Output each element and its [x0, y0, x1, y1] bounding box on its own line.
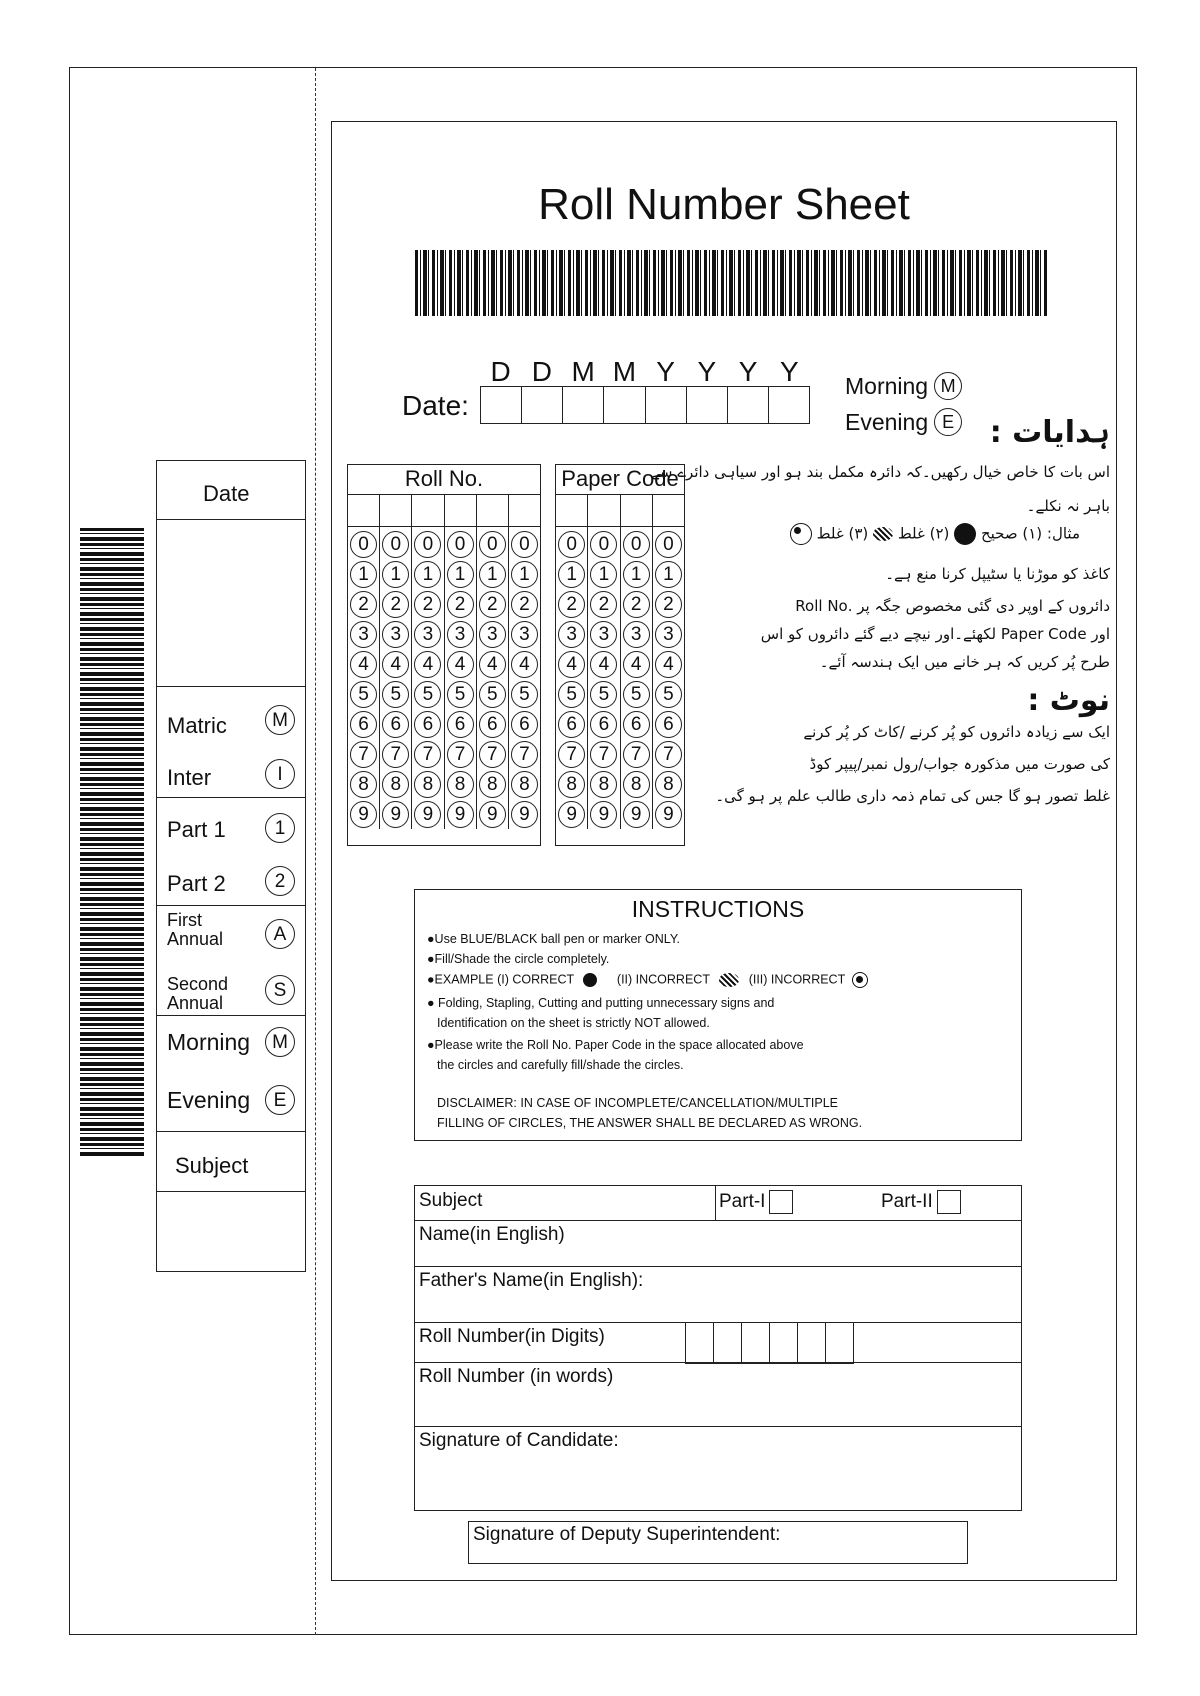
- instruction-line: ●EXAMPLE (I) CORRECT: [427, 972, 574, 987]
- urdu-line: کاغذ کو موڑنا یا سٹیپل کرنا منع ہے۔: [885, 565, 1110, 583]
- form-divider: [415, 1266, 1021, 1267]
- urdu-line: طرح پُر کریں کہ ہر خانے میں ایک ہندسہ آئے۔: [819, 653, 1110, 671]
- stub-second-annual-circle[interactable]: S: [265, 975, 295, 1005]
- father-name-field[interactable]: Father's Name(in English):: [419, 1270, 644, 1291]
- digit-bubble[interactable]: 8: [350, 771, 377, 798]
- name-field[interactable]: Name(in English): [419, 1224, 565, 1245]
- digit-bubble[interactable]: 6: [623, 711, 650, 738]
- date-format-char: Y: [656, 356, 675, 387]
- roll-grid-header: Roll No.: [348, 465, 540, 495]
- part1-label: Part-I: [719, 1191, 766, 1213]
- digit-bubble[interactable]: 0: [382, 531, 409, 558]
- stub-second-annual-label: Second Annual: [167, 974, 229, 1013]
- digit-bubble[interactable]: 4: [350, 651, 377, 678]
- digit-bubble[interactable]: 4: [447, 651, 474, 678]
- digit-bubble[interactable]: 7: [479, 741, 506, 768]
- candidate-form: [414, 1185, 1022, 1511]
- digit-bubble[interactable]: 5: [558, 681, 585, 708]
- partial-fill-icon: [790, 523, 812, 545]
- perforation-line: [315, 68, 316, 1635]
- digit-bubble[interactable]: 3: [479, 621, 506, 648]
- urdu-line: باہر نہ نکلے۔: [1026, 497, 1110, 515]
- digit-bubble[interactable]: 3: [447, 621, 474, 648]
- urdu-heading: ہدایات :: [989, 415, 1110, 450]
- digit-bubble[interactable]: 9: [623, 801, 650, 828]
- digit-bubble[interactable]: 1: [447, 561, 474, 588]
- digit-bubble[interactable]: 1: [623, 561, 650, 588]
- page-title: Roll Number Sheet: [538, 180, 910, 229]
- digit-bubble[interactable]: 7: [414, 741, 441, 768]
- digit-bubble[interactable]: 8: [447, 771, 474, 798]
- form-divider: [415, 1426, 1021, 1427]
- digit-bubble[interactable]: 4: [511, 651, 538, 678]
- stub-part2-circle[interactable]: 2: [265, 866, 295, 896]
- digit-bubble[interactable]: 0: [447, 531, 474, 558]
- digit-bubble[interactable]: 1: [479, 561, 506, 588]
- stub-panel: [156, 460, 306, 1272]
- stub-evening-label: Evening: [167, 1087, 251, 1113]
- scribble-fill-icon: [719, 973, 739, 987]
- digit-bubble[interactable]: 9: [558, 801, 585, 828]
- digit-bubble[interactable]: 9: [350, 801, 377, 828]
- stub-inter-circle[interactable]: I: [265, 759, 295, 789]
- stub-date-label: Date: [203, 481, 250, 506]
- stub-divider: [157, 797, 305, 798]
- digit-bubble[interactable]: 7: [350, 741, 377, 768]
- digit-bubble[interactable]: 2: [414, 591, 441, 618]
- instruction-line: Identification on the sheet is strictly NOT allowed.: [437, 1016, 710, 1030]
- digit-bubble[interactable]: 0: [511, 531, 538, 558]
- digit-bubble[interactable]: 4: [414, 651, 441, 678]
- date-format-char: D: [490, 356, 511, 387]
- instruction-line: ● Folding, Stapling, Cutting and putting unnecessary signs and: [427, 996, 775, 1010]
- roll-digit-boxes[interactable]: [685, 1322, 854, 1364]
- digit-bubble[interactable]: 0: [655, 531, 682, 558]
- date-format-char: Y: [738, 356, 758, 387]
- bubble-column: [477, 527, 509, 829]
- date-format-char: M: [612, 356, 637, 387]
- stub-divider: [157, 519, 305, 520]
- digit-bubble[interactable]: 0: [558, 531, 585, 558]
- digit-bubble[interactable]: 3: [558, 621, 585, 648]
- stub-divider: [157, 1131, 305, 1132]
- instruction-line: ●Use BLUE/BLACK ball pen or marker ONLY.: [427, 932, 681, 946]
- correct-fill-icon: [954, 523, 976, 545]
- digit-bubble[interactable]: 8: [558, 771, 585, 798]
- bubble-column: [348, 527, 380, 829]
- digit-bubble[interactable]: 8: [623, 771, 650, 798]
- deputy-signature-label: Signature of Deputy Superintendent:: [473, 1524, 781, 1545]
- roll-bubble-columns: [348, 527, 540, 829]
- candidate-signature-field[interactable]: Signature of Candidate:: [419, 1430, 619, 1451]
- stub-divider: [157, 905, 305, 906]
- roll-digits-label: Roll Number(in Digits): [419, 1326, 605, 1347]
- evening-circle[interactable]: E: [934, 408, 962, 436]
- digit-bubble[interactable]: 6: [382, 711, 409, 738]
- digit-bubble[interactable]: 3: [350, 621, 377, 648]
- urdu-note-heading: نوٹ :: [1027, 683, 1110, 718]
- digit-bubble[interactable]: 9: [382, 801, 409, 828]
- digit-bubble[interactable]: 6: [447, 711, 474, 738]
- stub-morning-label: Morning: [167, 1029, 251, 1055]
- digit-bubble[interactable]: 8: [655, 771, 682, 798]
- digit-bubble[interactable]: 7: [447, 741, 474, 768]
- digit-bubble[interactable]: 8: [511, 771, 538, 798]
- date-format-char: Y: [697, 356, 717, 387]
- digit-bubble[interactable]: 9: [414, 801, 441, 828]
- instruction-line: ●Fill/Shade the circle completely.: [427, 952, 610, 966]
- instruction-line: the circles and carefully fill/shade the circles.: [437, 1058, 684, 1072]
- urdu-example: مثال: (۱) صحیح: [980, 524, 1080, 543]
- correct-fill-icon: [583, 973, 597, 987]
- digit-bubble[interactable]: 5: [382, 681, 409, 708]
- bubble-column: [380, 527, 412, 829]
- stub-evening-circle[interactable]: E: [265, 1085, 295, 1115]
- urdu-wrong2: (۲) غلط: [897, 524, 950, 543]
- part2-label: Part-II: [881, 1191, 933, 1213]
- form-divider: [415, 1220, 1021, 1221]
- urdu-instructions: [651, 415, 1116, 885]
- digit-bubble[interactable]: 3: [590, 621, 617, 648]
- instructions-title: INSTRUCTIONS: [631, 896, 805, 922]
- digit-bubble[interactable]: 1: [655, 561, 682, 588]
- evening-label: Evening: [845, 408, 929, 435]
- digit-bubble[interactable]: 6: [479, 711, 506, 738]
- digit-bubble[interactable]: 8: [479, 771, 506, 798]
- digit-bubble[interactable]: 2: [447, 591, 474, 618]
- urdu-wrong3: (۳) غلط: [816, 524, 869, 543]
- digit-bubble[interactable]: 2: [558, 591, 585, 618]
- date-format-char: Y: [780, 356, 799, 387]
- digit-bubble[interactable]: 6: [511, 711, 538, 738]
- digit-bubble[interactable]: 7: [623, 741, 650, 768]
- disclaimer-line: FILLING OF CIRCLES, THE ANSWER SHALL BE DECLARED AS WRONG.: [437, 1116, 863, 1130]
- barcode: [415, 250, 1048, 316]
- digit-bubble[interactable]: 0: [350, 531, 377, 558]
- part1-checkbox[interactable]: [769, 1190, 793, 1214]
- digit-bubble[interactable]: 7: [511, 741, 538, 768]
- digit-bubble[interactable]: 6: [350, 711, 377, 738]
- bubble-column: [445, 527, 477, 829]
- digit-bubble[interactable]: 6: [655, 711, 682, 738]
- digit-bubble[interactable]: 9: [511, 801, 538, 828]
- digit-bubble[interactable]: 0: [590, 531, 617, 558]
- digit-bubble[interactable]: 5: [479, 681, 506, 708]
- digit-bubble[interactable]: 7: [382, 741, 409, 768]
- digit-bubble[interactable]: 1: [382, 561, 409, 588]
- stub-morning-circle[interactable]: M: [265, 1027, 295, 1057]
- digit-bubble[interactable]: 2: [623, 591, 650, 618]
- part2-checkbox[interactable]: [937, 1190, 961, 1214]
- stub-matric-circle[interactable]: M: [265, 705, 295, 735]
- digit-bubble[interactable]: 5: [623, 681, 650, 708]
- stub-first-annual-circle[interactable]: A: [265, 919, 295, 949]
- digit-bubble[interactable]: 2: [479, 591, 506, 618]
- paper-code-grid: [555, 464, 685, 846]
- digit-bubble[interactable]: 5: [350, 681, 377, 708]
- digit-bubble[interactable]: 0: [623, 531, 650, 558]
- digit-bubble[interactable]: 3: [623, 621, 650, 648]
- morning-circle[interactable]: M: [934, 372, 962, 400]
- digit-bubble[interactable]: 9: [479, 801, 506, 828]
- urdu-line: اس بات کا خاص خیال رکھیں۔کہ دائرہ مکمل بند ہو اور سیاہی دائرے سے: [651, 463, 1110, 481]
- stub-subject-label: Subject: [175, 1153, 249, 1178]
- digit-bubble[interactable]: 8: [414, 771, 441, 798]
- urdu-note-line: ایک سے زیادہ دائروں کو پُر کرنے /کاٹ کر پُر کرنے: [803, 723, 1110, 741]
- instruction-line: (II) INCORRECT: [616, 972, 710, 987]
- paper-bubble-columns: [556, 527, 684, 829]
- partial-fill-icon: [852, 972, 868, 988]
- digit-bubble[interactable]: 1: [350, 561, 377, 588]
- digit-bubble[interactable]: 4: [590, 651, 617, 678]
- date-format: [480, 356, 810, 388]
- instructions-box: [414, 889, 1022, 1141]
- stub-part2-label: Part 2: [167, 871, 226, 896]
- digit-bubble[interactable]: 1: [590, 561, 617, 588]
- date-label: Date:: [402, 390, 469, 421]
- digit-bubble[interactable]: 6: [414, 711, 441, 738]
- digit-bubble[interactable]: 7: [558, 741, 585, 768]
- urdu-note-line: غلط تصور ہو گا جس کی تمام ذمہ داری طالب علم پر ہو گی۔: [715, 787, 1110, 805]
- date-format-char: M: [571, 356, 595, 387]
- digit-bubble[interactable]: 5: [590, 681, 617, 708]
- digit-bubble[interactable]: 4: [558, 651, 585, 678]
- stub-divider: [157, 1015, 305, 1016]
- morning-label: Morning: [845, 372, 929, 399]
- bubble-column: [588, 527, 620, 829]
- bubble-column: [621, 527, 653, 829]
- subject-label: Subject: [419, 1190, 483, 1211]
- stub-matric-label: Matric: [167, 713, 227, 738]
- digit-bubble[interactable]: 0: [479, 531, 506, 558]
- digit-bubble[interactable]: 5: [414, 681, 441, 708]
- urdu-note-line: کی صورت میں مذکورہ جواب/رول نمبر/پیپر کوڈ: [809, 755, 1110, 773]
- roll-number-grid: [347, 464, 541, 846]
- instruction-line: ●Please write the Roll No. Paper Code in the space allocated above: [427, 1038, 804, 1052]
- digit-bubble[interactable]: 1: [511, 561, 538, 588]
- digit-bubble[interactable]: 4: [382, 651, 409, 678]
- digit-bubble[interactable]: 3: [382, 621, 409, 648]
- stub-divider: [157, 1191, 305, 1192]
- bubble-column: [412, 527, 444, 829]
- digit-bubble[interactable]: 1: [558, 561, 585, 588]
- digit-bubble[interactable]: 2: [655, 591, 682, 618]
- scribble-fill-icon: [873, 527, 893, 541]
- digit-bubble[interactable]: 7: [655, 741, 682, 768]
- stub-inter-label: Inter: [167, 765, 212, 790]
- digit-bubble[interactable]: 3: [511, 621, 538, 648]
- bubble-column: [556, 527, 588, 829]
- digit-bubble[interactable]: 2: [590, 591, 617, 618]
- urdu-line: اور Paper Code لکھئے۔اور نیچے دیے گئے دائروں کو اس: [760, 625, 1110, 643]
- digit-bubble[interactable]: 3: [655, 621, 682, 648]
- digit-bubble[interactable]: 4: [479, 651, 506, 678]
- form-divider: [415, 1362, 1021, 1363]
- stub-divider: [157, 686, 305, 687]
- roll-digit-boxes[interactable]: [348, 495, 540, 527]
- digit-bubble[interactable]: 2: [350, 591, 377, 618]
- stub-part1-label: Part 1: [167, 817, 226, 842]
- paper-digit-boxes[interactable]: [556, 495, 684, 527]
- deputy-signature-box[interactable]: [468, 1521, 968, 1564]
- digit-bubble[interactable]: 2: [382, 591, 409, 618]
- digit-bubble[interactable]: 7: [590, 741, 617, 768]
- digit-bubble[interactable]: 5: [655, 681, 682, 708]
- digit-bubble[interactable]: 8: [382, 771, 409, 798]
- disclaimer-line: DISCLAIMER: IN CASE OF INCOMPLETE/CANCELLATION/MULTIPLE: [437, 1096, 839, 1110]
- instruction-line: (III) INCORRECT: [748, 972, 845, 987]
- digit-bubble[interactable]: 4: [655, 651, 682, 678]
- digit-bubble[interactable]: 5: [447, 681, 474, 708]
- digit-bubble[interactable]: 0: [414, 531, 441, 558]
- digit-bubble[interactable]: 1: [414, 561, 441, 588]
- digit-bubble[interactable]: 6: [590, 711, 617, 738]
- digit-bubble[interactable]: 4: [623, 651, 650, 678]
- roll-words-field[interactable]: Roll Number (in words): [419, 1366, 614, 1387]
- bubble-column: [509, 527, 540, 829]
- digit-bubble[interactable]: 9: [590, 801, 617, 828]
- urdu-line: دائروں کے اوپر دی گئی مخصوص جگہ پر .Roll No: [795, 597, 1110, 615]
- stub-part1-circle[interactable]: 1: [265, 813, 295, 843]
- digit-bubble[interactable]: 2: [511, 591, 538, 618]
- date-format-char: D: [531, 356, 552, 387]
- digit-bubble[interactable]: 8: [590, 771, 617, 798]
- stub-barcode: [80, 528, 144, 1158]
- digit-bubble[interactable]: 3: [414, 621, 441, 648]
- digit-bubble[interactable]: 9: [447, 801, 474, 828]
- digit-bubble[interactable]: 5: [511, 681, 538, 708]
- paper-grid-header: Paper Code: [556, 465, 684, 495]
- digit-bubble[interactable]: 6: [558, 711, 585, 738]
- digit-bubble[interactable]: 9: [655, 801, 682, 828]
- stub-first-annual-label: First Annual: [167, 910, 224, 949]
